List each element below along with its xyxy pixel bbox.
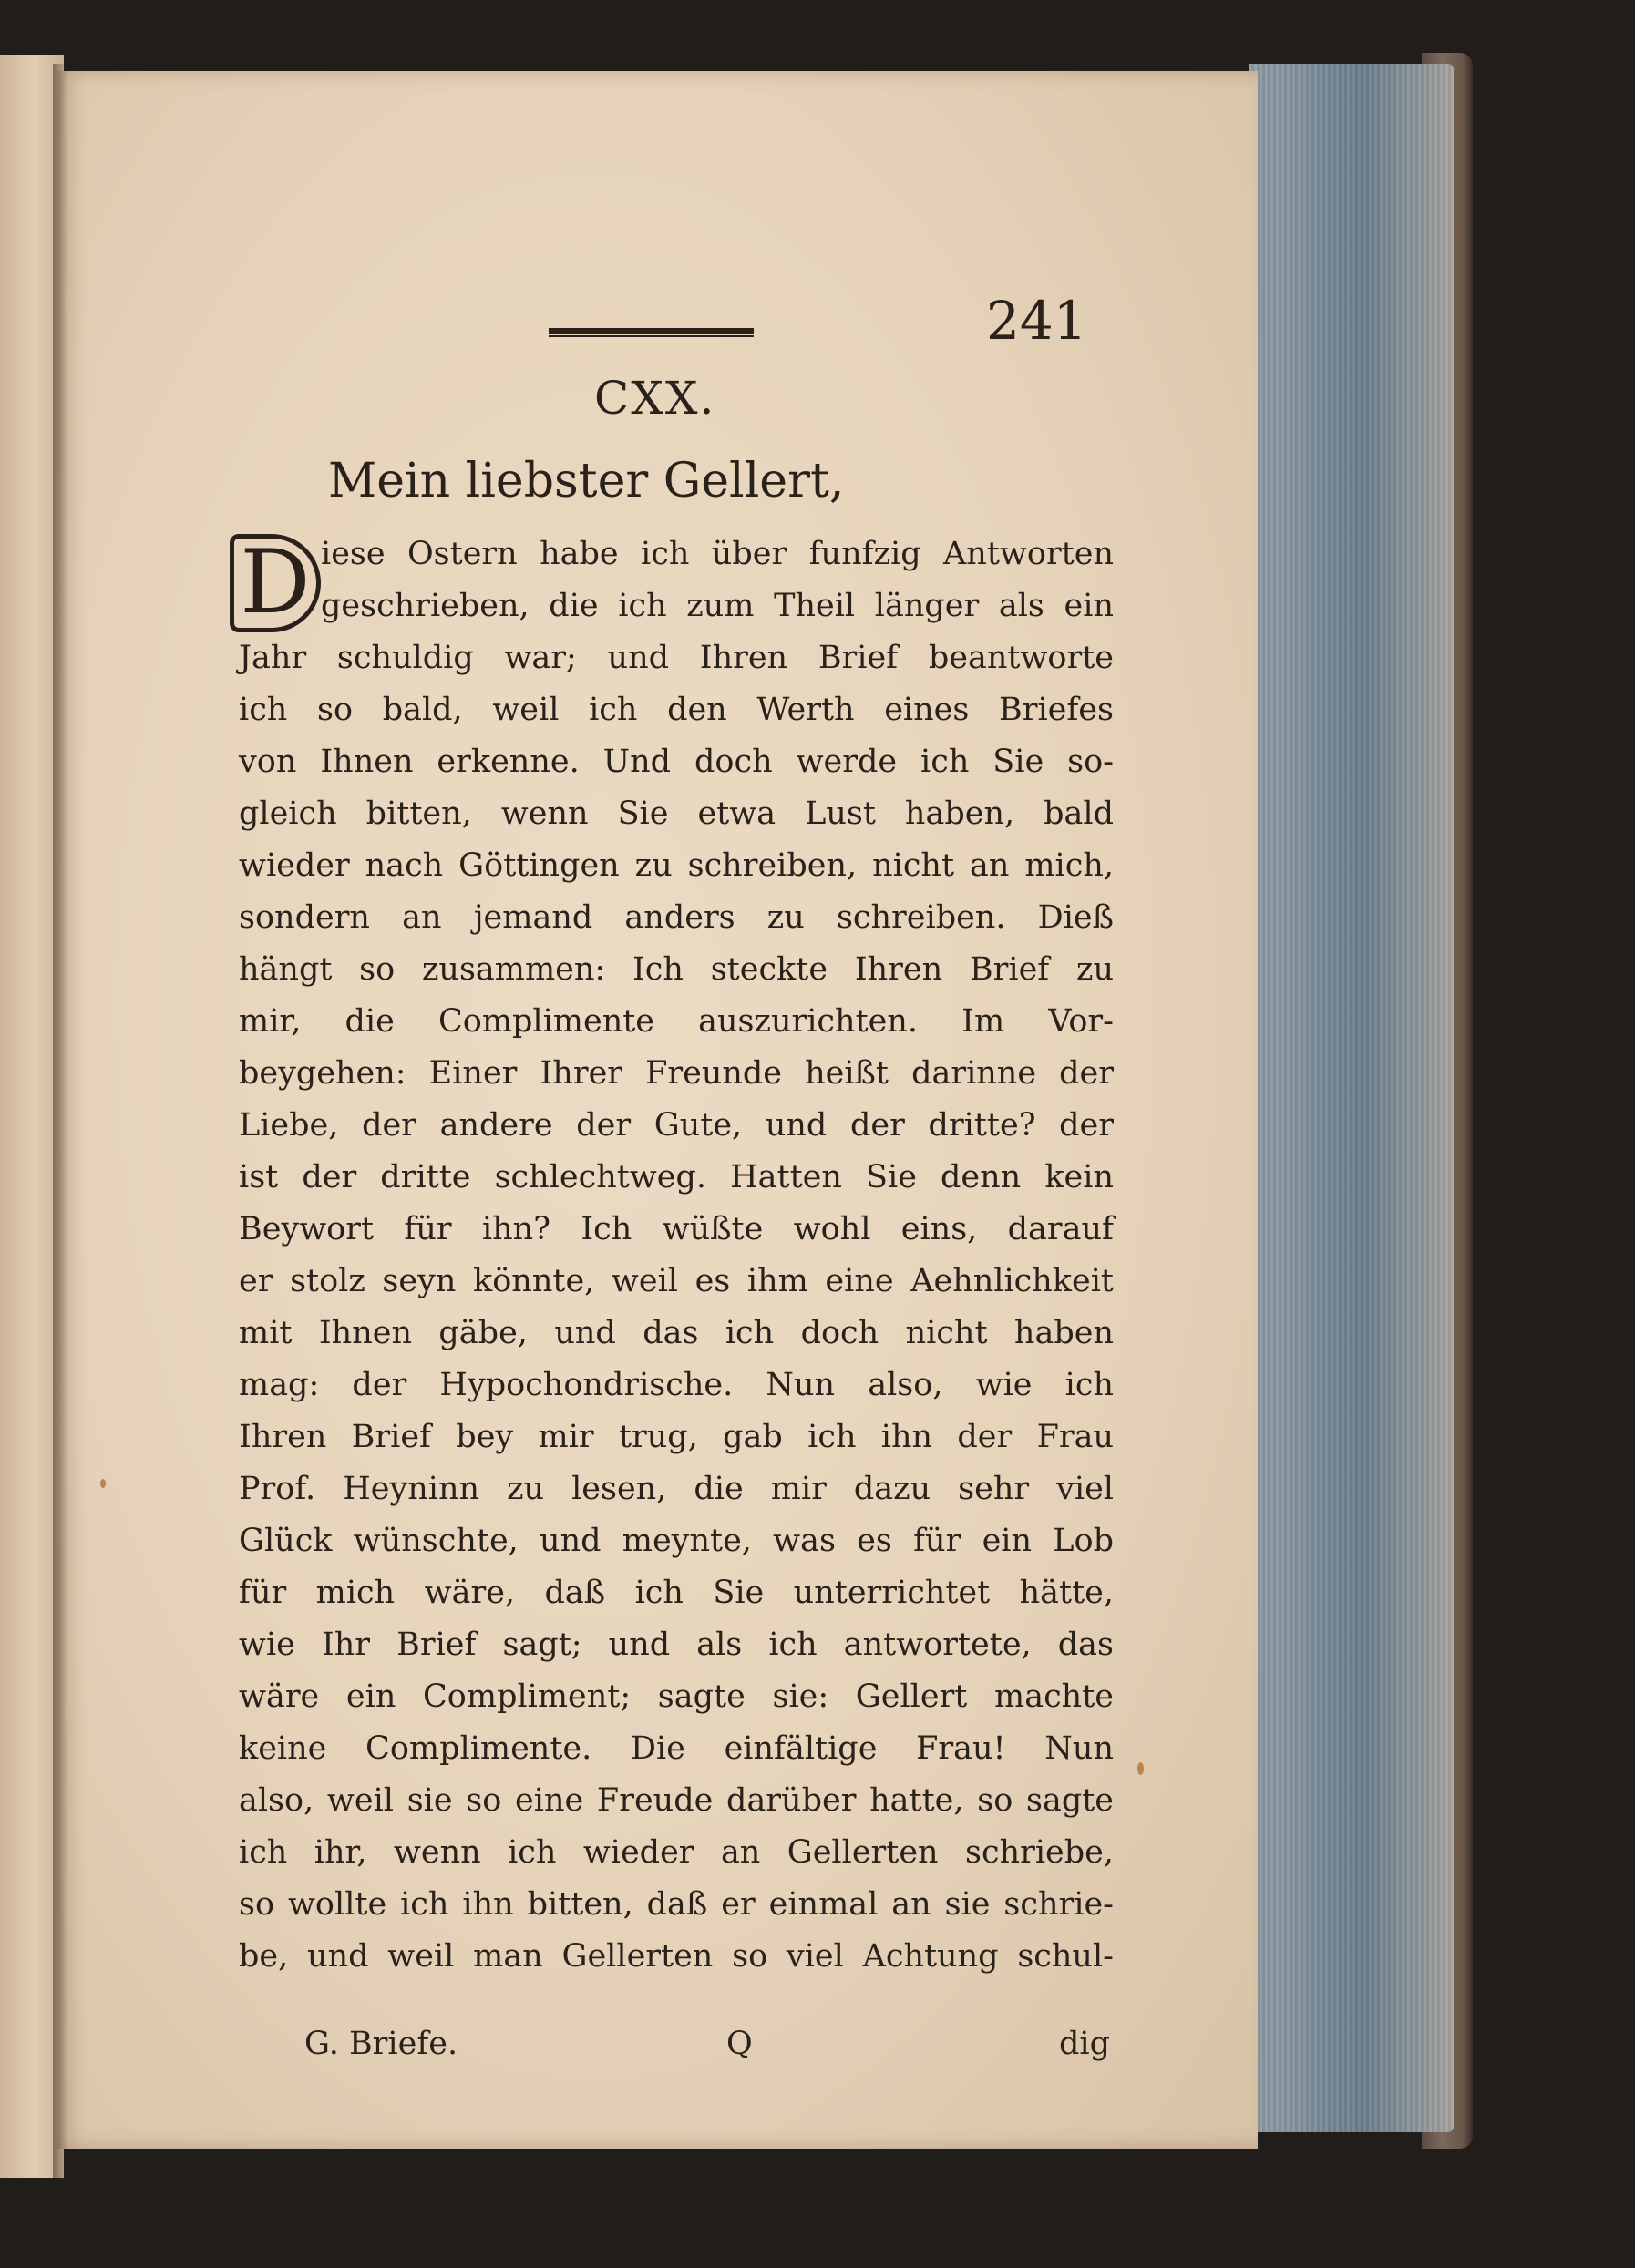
text-line: wie Ihr Brief sagt; und als ich antwortete, das — [239, 1627, 1114, 1663]
text-line: ich so bald, weil ich den Werth eines Briefes — [239, 692, 1114, 728]
foxing-spot — [1137, 1762, 1144, 1775]
page-block-edge — [1249, 64, 1454, 2132]
text-line: für mich wäre, daß ich Sie unterrichtet hätte, — [239, 1575, 1114, 1611]
text-line: wäre ein Compliment; sagte sie: Gellert machte — [239, 1678, 1114, 1715]
page-gutter-shadow — [53, 64, 67, 2178]
text-line: hängt so zusammen: Ich steckte Ihren Brief zu — [239, 951, 1114, 988]
text-line: Prof. Heyninn zu lesen, die mir dazu sehr viel — [239, 1471, 1114, 1507]
signature-mark: G. Briefe. — [304, 2026, 458, 2062]
text-line: ich ihr, wenn ich wieder an Gellerten schriebe, — [239, 1834, 1114, 1871]
chapter-heading: CXX. — [594, 372, 716, 425]
text-line: keine Complimente. Die einfältige Frau! Nun — [239, 1730, 1114, 1767]
text-line: mag: der Hypochondrische. Nun also, wie ich — [239, 1367, 1114, 1403]
text-line: beygehen: Einer Ihrer Freunde heißt darinne der — [239, 1055, 1114, 1092]
page-number: 241 — [986, 290, 1087, 352]
gathering-mark: Q — [726, 2026, 753, 2062]
text-line: Glück wünschte, und meynte, was es für ein Lob — [239, 1523, 1114, 1559]
text-line: be, und weil man Gellerten so viel Achtung schul- — [239, 1938, 1114, 1975]
foxing-spot — [100, 1479, 106, 1488]
text-line: sondern an jemand anders zu schreiben. Dieß — [239, 899, 1114, 936]
text-line: wieder nach Göttingen zu schreiben, nicht an mich, — [239, 847, 1114, 884]
drop-cap-initial: D — [230, 534, 321, 632]
text-line: von Ihnen erkenne. Und doch werde ich Sie so- — [239, 744, 1114, 780]
text-line: iese Ostern habe ich über funfzig Antworten — [321, 536, 1114, 572]
text-line: er stolz seyn könnte, weil es ihm eine Aehnlichkeit — [239, 1263, 1114, 1299]
text-line: geschrieben, die ich zum Theil länger als ein — [321, 588, 1114, 624]
text-line: gleich bitten, wenn Sie etwa Lust haben, bald — [239, 795, 1114, 832]
text-line: Liebe, der andere der Gute, und der dritte? der — [239, 1107, 1114, 1144]
book-page — [57, 71, 1258, 2149]
text-line: mit Ihnen gäbe, und das ich doch nicht haben — [239, 1315, 1114, 1351]
text-line: Jahr schuldig war; und Ihren Brief beantworte — [239, 640, 1114, 676]
catchword: dig — [1059, 2026, 1111, 2062]
salutation: Mein liebster Gellert, — [328, 454, 845, 508]
text-line: so wollte ich ihn bitten, daß er einmal an sie schrie- — [239, 1886, 1114, 1923]
text-line: mir, die Complimente auszurichten. Im Vor- — [239, 1003, 1114, 1040]
header-rule — [549, 328, 754, 337]
text-line: ist der dritte schlechtweg. Hatten Sie denn kein — [239, 1159, 1114, 1196]
text-line: Beywort für ihn? Ich wüßte wohl eins, darauf — [239, 1211, 1114, 1247]
text-line: Ihren Brief bey mir trug, gab ich ihn der Frau — [239, 1419, 1114, 1455]
text-line: also, weil sie so eine Freude darüber hatte, so sagte — [239, 1782, 1114, 1819]
